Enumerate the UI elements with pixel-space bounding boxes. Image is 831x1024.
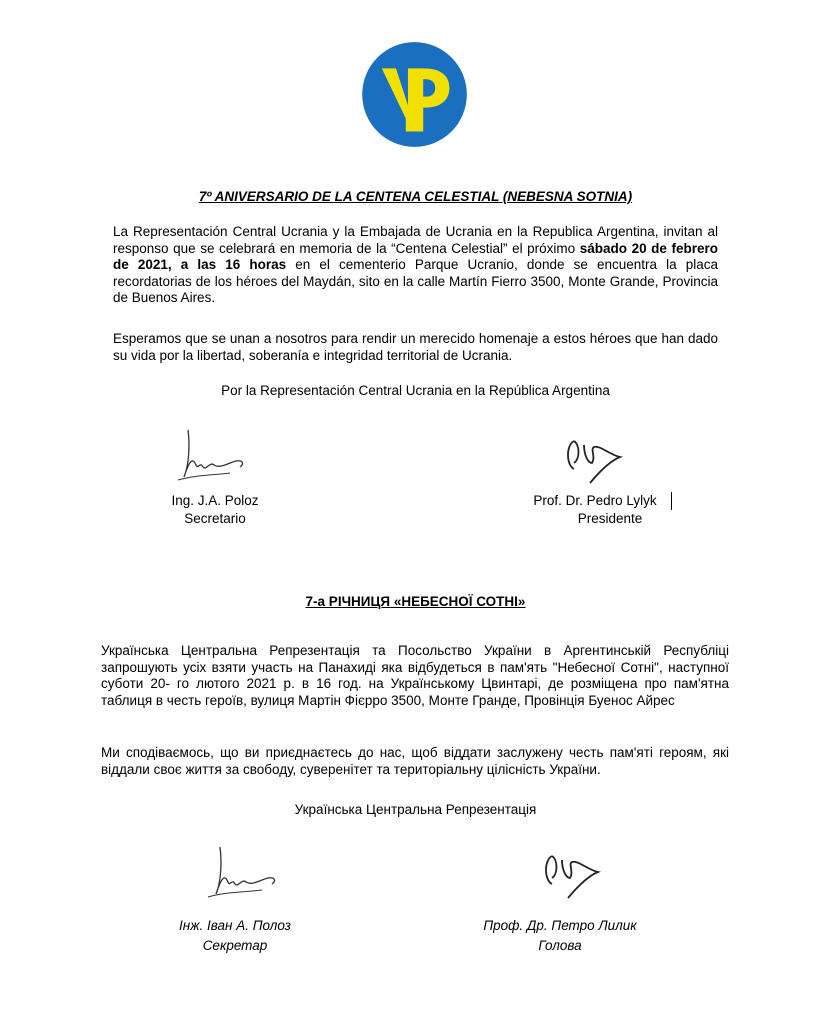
es-left-name: Ing. J.A. Poloz (171, 493, 259, 508)
ua-left-role: Секретар (202, 938, 268, 953)
ua-title: 7-а РІЧНИЦЯ «НЕБЕСНОЇ СОТНІ» (305, 594, 526, 609)
es-paragraph-1: La Representación Central Ucrania y la Embajada de Ucrania en la Republica Argentina, invitan al responso que se celebrará en memoria de la “Centena Celestial” el próximo sábado 20 de febrero de 2021, a las 16 horas en el cementerio Parque Ucranio, donde se encuentra la placa recordatorias de los héroes del Maydán, sito en la calle Martín Fierro 3500, Monte Grande, Provincia de Buenos Aires. (113, 224, 718, 305)
vp-logo (360, 40, 469, 149)
text-cursor (671, 492, 672, 510)
ua-paragraph-2: Ми сподіваємось, що ви приєднаєтесь до нас, щоб віддати заслужену честь пам'яті героям, які віддали своє життя за свободу, суверенітет та територіальну цілісність України. (101, 745, 729, 777)
signature-poloz (170, 425, 250, 485)
signature-lylyk-ua (538, 850, 613, 905)
es-right-name: Prof. Dr. Pedro Lylyk (533, 493, 657, 508)
ua-signature-line: Українська Центральна Репрезентація (294, 802, 537, 817)
es-paragraph-2: Esperamos que se unan a nosotros para rendir un merecido homenaje a estos héroes que han dado su vida por la libertad, soberanía e integridad territorial de Ucrania. (113, 331, 718, 363)
es-left-role: Secretario (184, 511, 246, 526)
signature-lylyk (560, 435, 635, 490)
es-title: 7º ANIVERSARIO DE LA CENTENA CELESTIAL (NEBESNA SOTNIA) (198, 189, 633, 204)
ua-paragraph-1: Українська Центральна Репрезентація та Посольство України в Аргентинській Республіці запрошують усіх взяти участь на Панахиді яка відбудеться в пам'ять "Небесної Сотні", наступної суботи 20- го лютого 2021 р. в 16 год. на Українському Цвинтарі, де розміщена про пам'ятна таблиця в честь героїв, вулиця Мартін Фієрро 3500, Монте Гранде, Провінція Буенос Айрес (101, 643, 729, 708)
es-signature-line: Por la Representación Central Ucrania en la República Argentina (221, 383, 610, 398)
signature-poloz-ua (200, 842, 280, 902)
ua-right-name: Проф. Др. Петро Лилик (483, 918, 637, 933)
es-right-role: Presidente (577, 511, 643, 526)
ua-left-name: Інж. Іван А. Полоз (179, 918, 291, 933)
ua-right-role: Голова (538, 938, 582, 953)
